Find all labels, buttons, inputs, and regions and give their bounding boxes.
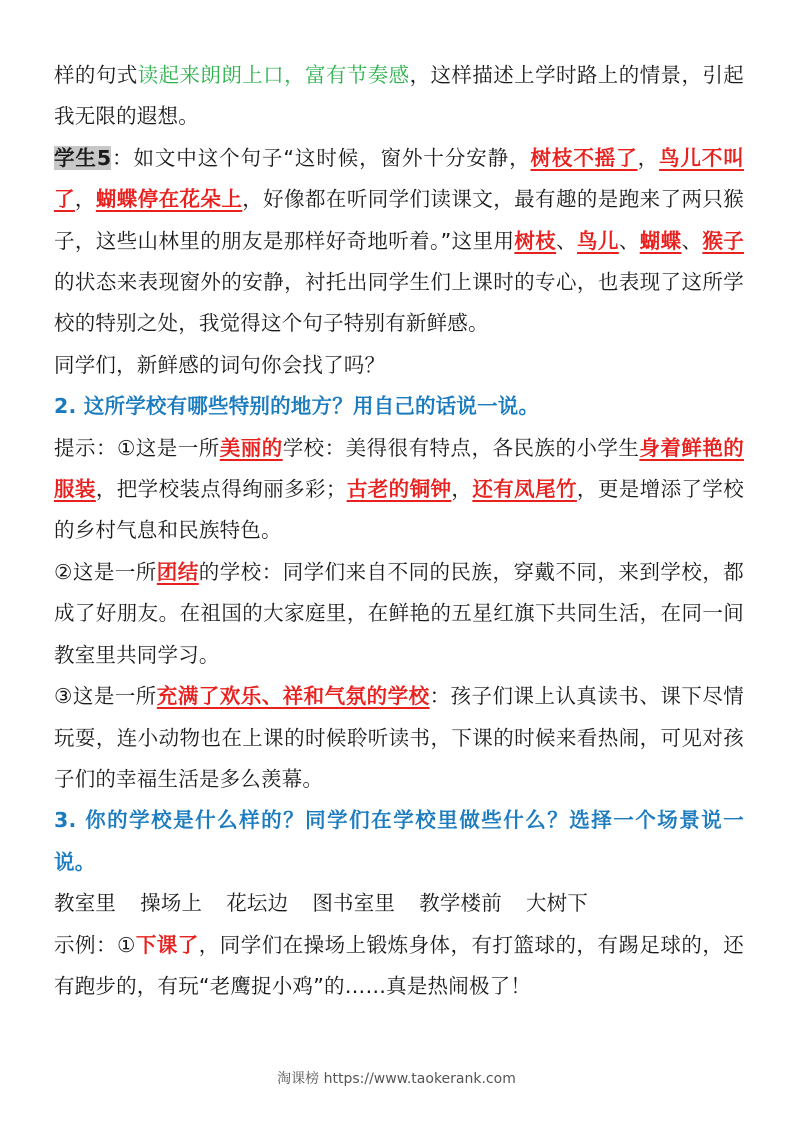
highlight-word: 蝴蝶 bbox=[639, 228, 682, 253]
green-highlight: 读起来朗朗上口，富有节奏感 bbox=[137, 63, 410, 87]
document-body bbox=[54, 55, 744, 1007]
highlight-word: 鸟儿 bbox=[577, 228, 619, 253]
paragraph-student-5: 学生5：如文中这个句子“这时候，窗外十分安静，树枝不摇了，鸟儿不叫了，蝴蝶停在花朵上，好像都在听同学们读课文，最有趣的是跑来了两只猴子，这些山林里的朋友是那样好奇地听着。”这里用树枝、鸟儿、蝴蝶、猴子的状态来表现窗外的安静，衬托出同学生们上课时的专心，也表现了这所学校的特别之处，我觉得这个句子特别有新鲜感。 bbox=[54, 145, 744, 336]
student-label: 学生5 bbox=[54, 145, 112, 170]
highlight-phrase: 团结 bbox=[156, 559, 199, 584]
hint-3: ③这是一所充满了欢乐、祥和气氛的学校：孩子们课上认真读书、课下尽情玩耍，连小动物也在上课的时候聆听读书，下课的时候来看热闹，可见对孩子们的幸福生活是多么羡幕。 bbox=[54, 684, 744, 791]
question-3-heading: 3. 你的学校是什么样的？同学们在学校里做些什么？选择一个场景说一说。 bbox=[54, 808, 744, 874]
highlight-phrase: 充满了欢乐、祥和气氛的学校 bbox=[156, 684, 430, 709]
highlight-phrase: 古老的铜钟 bbox=[346, 477, 452, 502]
highlight-phrase: 蝴蝶停在花朵上 bbox=[95, 187, 243, 212]
highlight-word: 树枝 bbox=[514, 228, 557, 253]
paragraph-question-prompt: 同学们，新鲜感的词句你会找了吗？ bbox=[54, 352, 386, 377]
highlight-phrase: 美丽的 bbox=[219, 435, 283, 460]
scene-item: 教室里 bbox=[54, 891, 117, 916]
highlight-phrase: 还有凤尾竹 bbox=[472, 477, 577, 502]
scene-item: 操场上 bbox=[140, 891, 203, 916]
question-2-heading: 2. 这所学校有哪些特别的地方？用自己的话说一说。 bbox=[54, 394, 540, 419]
scene-item: 图书室里 bbox=[312, 891, 396, 916]
highlight-phrase: 鸟儿不叫了 bbox=[54, 145, 744, 212]
paragraph-rhythm: 样的句式读起来朗朗上口，富有节奏感，这样描述上学时路上的情景，引起我无限的遐想。 bbox=[54, 63, 744, 129]
highlight-phrase: 身着鲜艳的服装 bbox=[54, 435, 744, 502]
highlight-phrase: 下课了 bbox=[135, 932, 199, 957]
highlight-phrase: 树枝不摇了 bbox=[530, 145, 638, 170]
scene-item: 教学楼前 bbox=[419, 891, 502, 916]
example-paragraph: 示例：①下课了，同学们在操场上锻炼身体，有打篮球的，有踢足球的，还有跑步的，有玩“老鹰捉小鸡”的……真是热闹极了！ bbox=[54, 932, 744, 998]
page-footer: 淘课榜 https://www.taokerank.com bbox=[277, 1071, 516, 1087]
hint-2: ②这是一所团结的学校：同学们来自不同的民族，穿戴不同，来到学校，都成了好朋友。在祖国的大家庭里，在鲜艳的五星红旗下共同生活，在同一间教室里共同学习。 bbox=[54, 559, 744, 667]
highlight-word: 猴子 bbox=[702, 228, 744, 253]
scene-item: 花坛边 bbox=[226, 891, 289, 916]
scene-list bbox=[54, 883, 744, 924]
scene-item: 大树下 bbox=[525, 891, 589, 916]
hint-1: 提示：①这是一所美丽的学校：美得很有特点，各民族的小学生身着鲜艳的服装，把学校装点得绚丽多彩；古老的铜钟，还有凤尾竹，更是增添了学校的乡村气息和民族特色。 bbox=[54, 435, 745, 543]
